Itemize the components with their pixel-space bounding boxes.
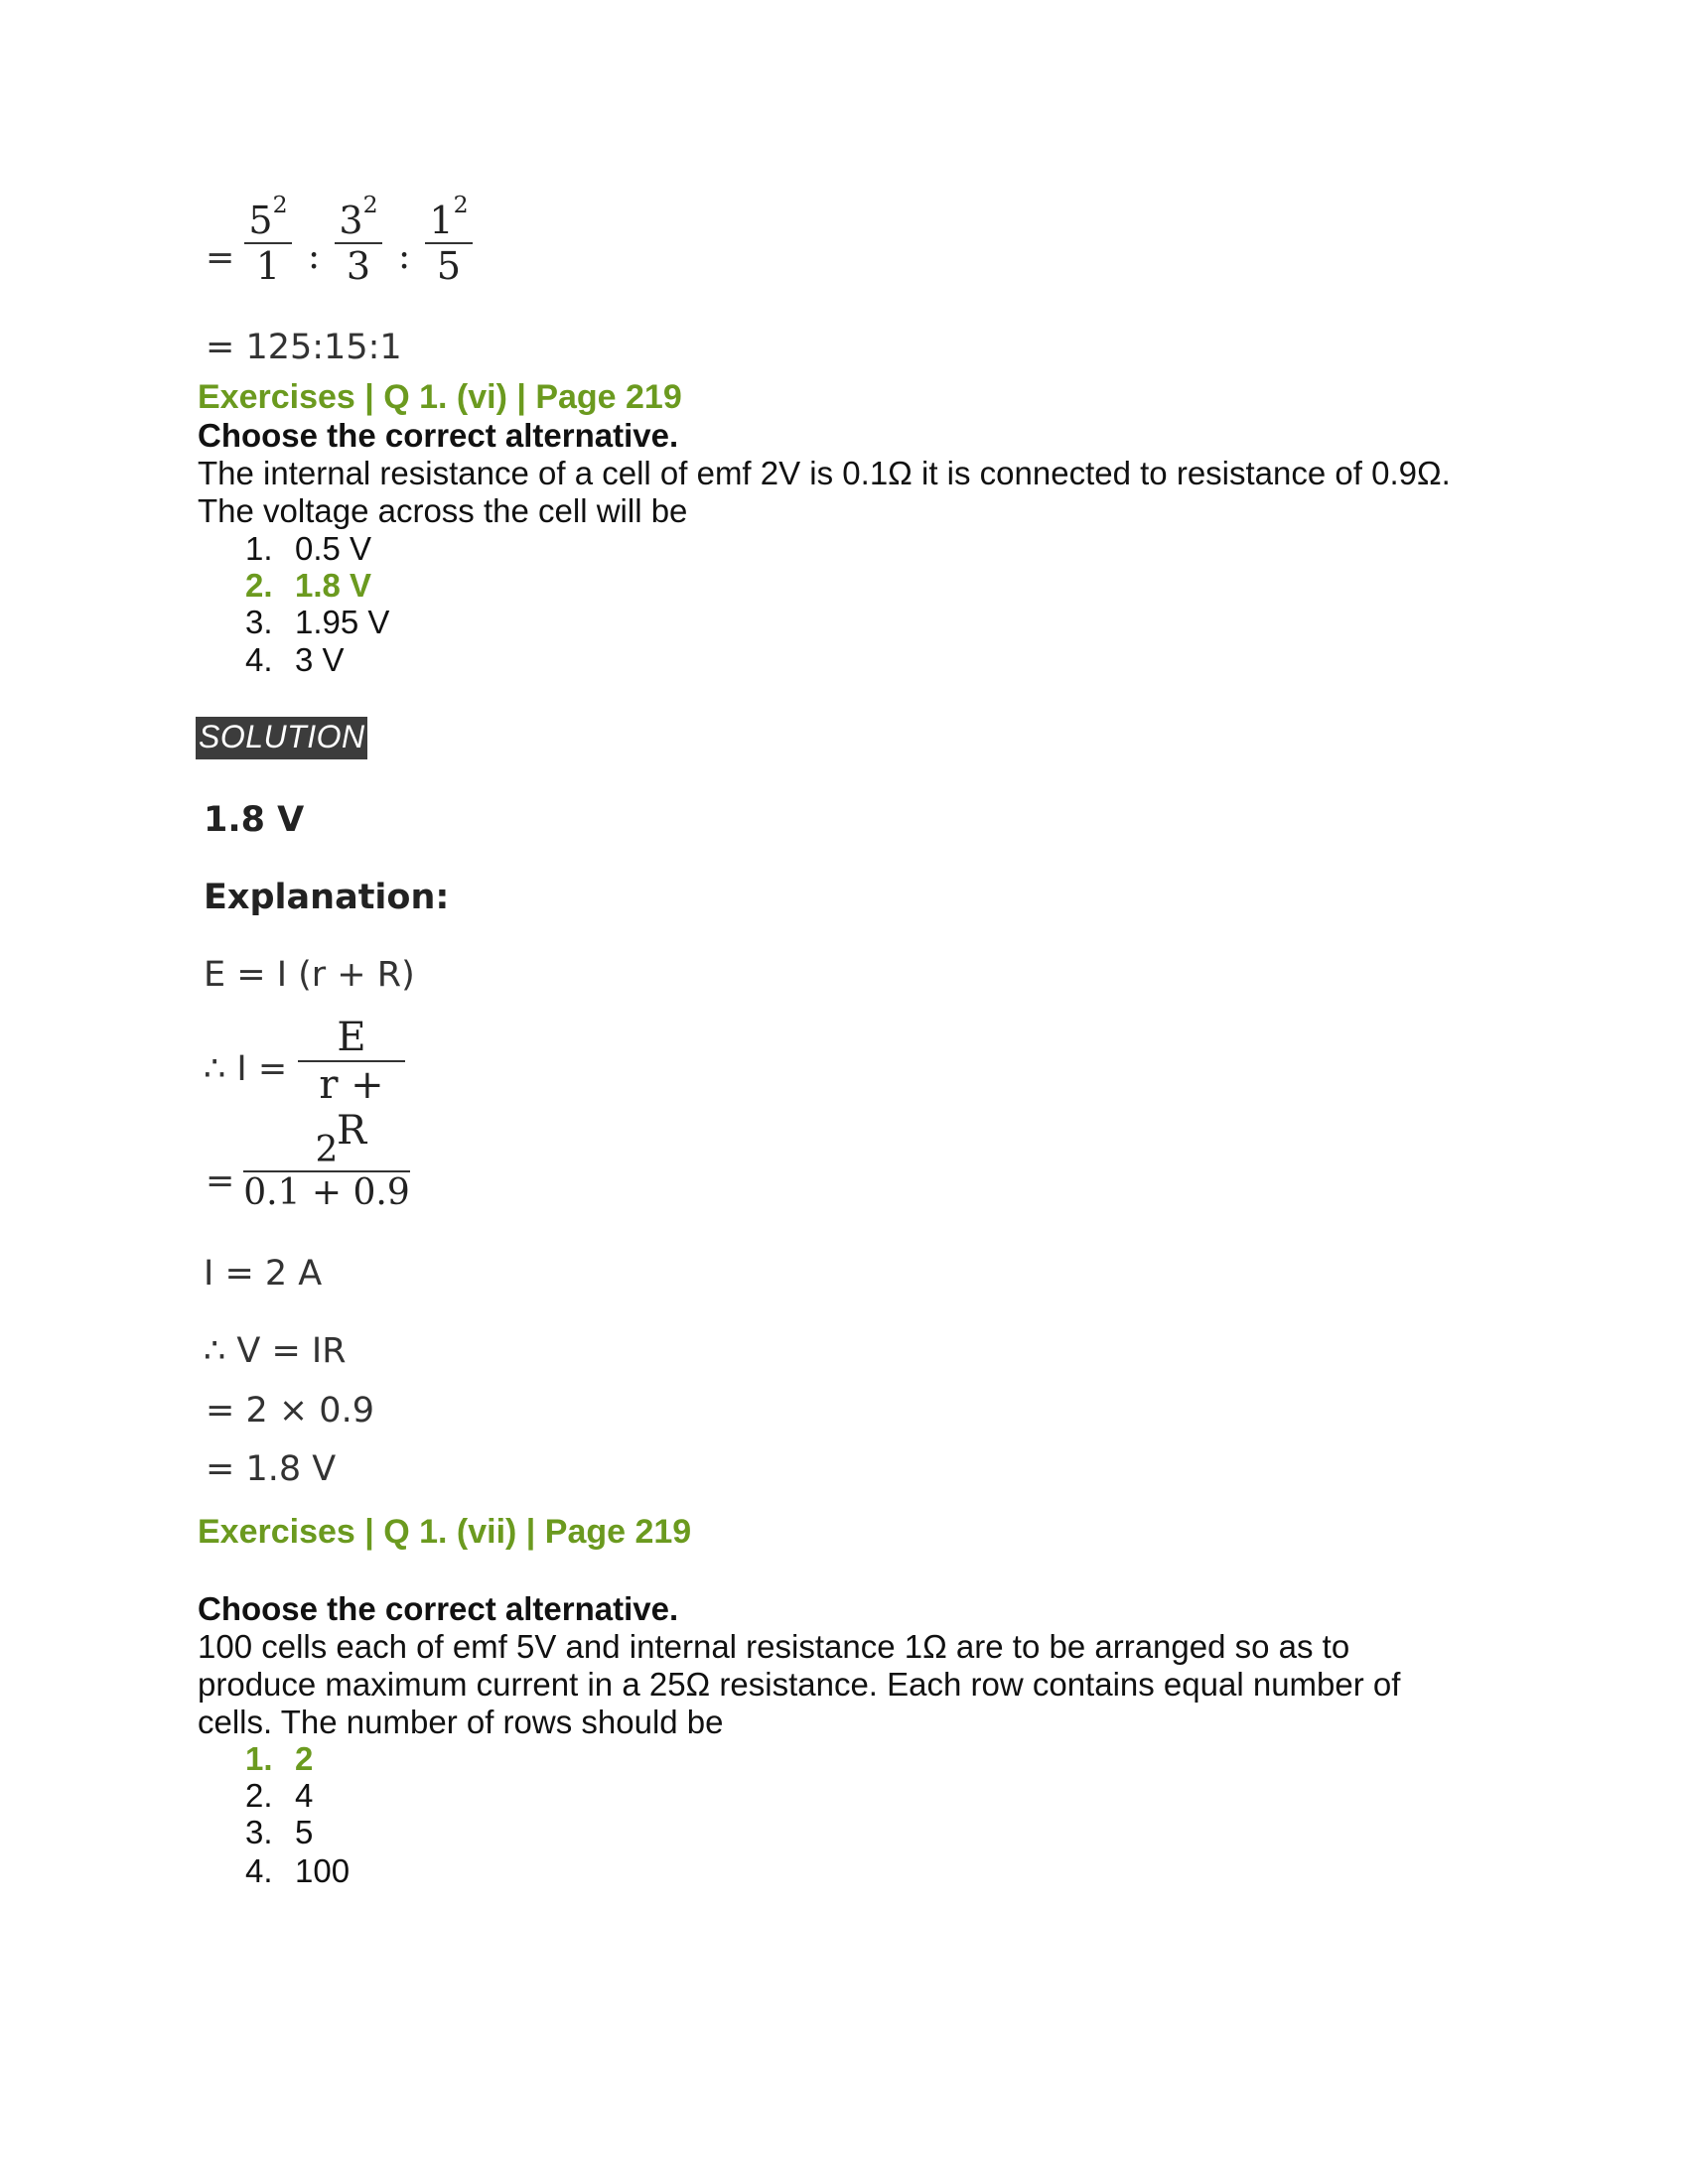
fraction-numerator: E [337, 1015, 366, 1060]
ratio-fraction-3 [425, 190, 473, 288]
fraction-denominator: 5 [436, 244, 462, 288]
option-item: 2. 4 [245, 1777, 314, 1814]
fraction-denominator: 1 [255, 244, 281, 288]
fraction-denominator: r + R [319, 1062, 384, 1154]
option-item: 4. 100 [245, 1852, 351, 1889]
ratio-fraction-1 [244, 190, 292, 288]
fraction-numerator: $1^2$ [429, 190, 469, 242]
option-item-correct: 2. 1.8 V [245, 567, 372, 604]
question-text: The internal resistance of a cell of emf 2V is 0.1Ω it is connected to resistance of 0.9Ω. The voltage across the cell will be [198, 455, 1451, 529]
explanation-step-prefix: ∴ I = [204, 1049, 288, 1089]
question-heading: Exercises | Q 1. (vii) | Page 219 [198, 1513, 692, 1551]
option-item: 4. 3 V [245, 641, 345, 678]
fraction-numerator: 2 [315, 1130, 339, 1170]
explanation-step: = 1.8 V [206, 1449, 337, 1489]
equals-sign: = [206, 238, 235, 278]
option-item: 3. 1.95 V [245, 604, 390, 640]
ratio-separator: : [398, 236, 411, 277]
ratio-fraction-2 [335, 190, 382, 288]
explanation-step: E = I (r + R) [204, 955, 415, 995]
fraction-denominator: 0.1 + 0.9 [243, 1172, 410, 1213]
option-item-correct: 1. 2 [245, 1740, 314, 1777]
fraction-numerator: $3^2$ [339, 190, 378, 242]
explanation-step: ∴ V = IR [204, 1331, 347, 1371]
option-item: 3. 5 [245, 1814, 314, 1850]
answer-value: 1.8 V [204, 800, 305, 840]
ratio-result: = 125:15:1 [206, 328, 402, 367]
question-heading: Exercises | Q 1. (vi) | Page 219 [198, 378, 682, 416]
explanation-step-prefix: = [206, 1161, 235, 1201]
substitution-fraction [243, 1130, 410, 1213]
solution-button[interactable]: SOLUTION [196, 717, 367, 759]
explanation-step: = 2 × 0.9 [206, 1391, 374, 1431]
option-item: 1. 0.5 V [245, 530, 372, 567]
explanation-title: Explanation: [204, 878, 450, 917]
ratio-separator: : [308, 236, 321, 277]
explanation-step: I = 2 A [204, 1254, 323, 1294]
question-prompt: Choose the correct alternative. [198, 417, 679, 454]
question-prompt: Choose the correct alternative. [198, 1590, 679, 1627]
fraction-denominator: 3 [346, 244, 371, 288]
question-text: 100 cells each of emf 5V and internal resistance 1Ω are to be arranged so as to produce maximum current in a 25Ω resistance. Each row contains equal number of cells. The number of rows should be [198, 1628, 1401, 1740]
fraction-numerator: $5^2$ [248, 190, 288, 242]
